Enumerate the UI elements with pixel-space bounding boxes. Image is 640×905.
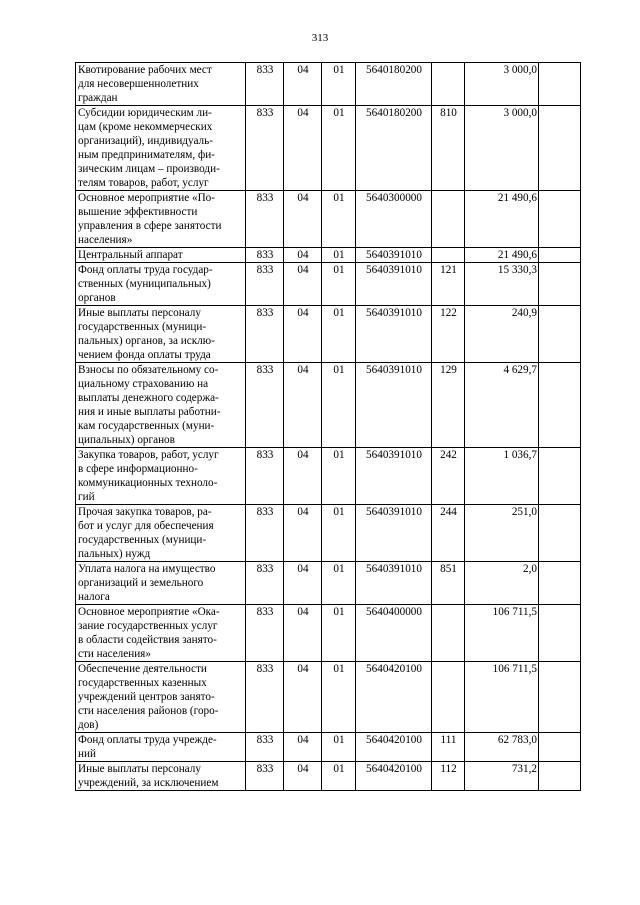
row-csr-cell: 5640391010 [356, 248, 432, 263]
row-name-cell [76, 263, 246, 306]
row-sum-cell: 3 000,0 [465, 106, 539, 191]
row-name-text: Центральный аппарат [78, 249, 183, 261]
row-empty-cell [539, 191, 581, 248]
table-row [76, 762, 581, 791]
row-ved-cell: 833 [246, 63, 284, 106]
table-row [76, 306, 581, 363]
row-rz-cell: 04 [284, 762, 322, 791]
row-name-cell [76, 562, 246, 605]
row-csr-cell: 5640391010 [356, 263, 432, 306]
row-name-text: Обеспечение деятельности государственных казенных учреждений центров занято- сти населения районов (горо- дов) [78, 663, 219, 731]
row-csr-cell: 5640391010 [356, 562, 432, 605]
table-row [76, 505, 581, 562]
table-row [76, 733, 581, 762]
row-empty-cell [539, 106, 581, 191]
row-vr-cell [432, 662, 465, 733]
row-rz-cell: 04 [284, 248, 322, 263]
row-pr-cell: 01 [322, 106, 356, 191]
budget-table [75, 62, 581, 791]
row-name-text: Фонд оплаты труда учрежде- ний [78, 734, 217, 760]
page-number: 313 [311, 32, 329, 44]
row-name-cell [76, 762, 246, 791]
row-empty-cell [539, 562, 581, 605]
table-row [76, 605, 581, 662]
table-row [76, 263, 581, 306]
row-empty-cell [539, 762, 581, 791]
row-sum-cell: 240,9 [465, 306, 539, 363]
row-csr-cell: 5640180200 [356, 63, 432, 106]
row-name-cell [76, 363, 246, 448]
row-vr-cell [432, 605, 465, 662]
row-name-cell [76, 248, 246, 263]
row-csr-cell: 5640400000 [356, 605, 432, 662]
row-pr-cell: 01 [322, 562, 356, 605]
row-vr-cell [432, 191, 465, 248]
row-empty-cell [539, 505, 581, 562]
row-rz-cell: 04 [284, 733, 322, 762]
row-empty-cell [539, 605, 581, 662]
row-pr-cell: 01 [322, 248, 356, 263]
row-rz-cell: 04 [284, 448, 322, 505]
row-sum-cell: 2,0 [465, 562, 539, 605]
row-name-text: Взносы по обязательному со- циальному страхованию на выплаты денежного содержа- ния и иные выплаты работни- кам государственных (муни- ципальных) органов [78, 364, 221, 446]
row-name-text: Иные выплаты персоналу государственных (муници- пальных) органов, за исклю- чением фонда оплаты труда [78, 307, 215, 361]
row-vr-cell: 851 [432, 562, 465, 605]
row-pr-cell: 01 [322, 63, 356, 106]
row-vr-cell: 122 [432, 306, 465, 363]
row-name-text: Квотирование рабочих мест для несовершеннолетних граждан [78, 64, 212, 104]
table-row [76, 106, 581, 191]
table-row [76, 248, 581, 263]
row-empty-cell [539, 733, 581, 762]
row-sum-cell: 1 036,7 [465, 448, 539, 505]
table-row [76, 63, 581, 106]
row-pr-cell: 01 [322, 191, 356, 248]
row-empty-cell [539, 263, 581, 306]
row-pr-cell: 01 [322, 448, 356, 505]
row-csr-cell: 5640420100 [356, 762, 432, 791]
row-ved-cell: 833 [246, 562, 284, 605]
table-row [76, 448, 581, 505]
row-pr-cell: 01 [322, 605, 356, 662]
row-empty-cell [539, 363, 581, 448]
row-name-text: Иные выплаты персоналу учреждений, за исключением [78, 763, 219, 789]
row-pr-cell: 01 [322, 306, 356, 363]
row-csr-cell: 5640391010 [356, 363, 432, 448]
row-pr-cell: 01 [322, 762, 356, 791]
row-ved-cell: 833 [246, 505, 284, 562]
row-vr-cell [432, 248, 465, 263]
row-sum-cell: 62 783,0 [465, 733, 539, 762]
table-row [76, 562, 581, 605]
row-ved-cell: 833 [246, 363, 284, 448]
row-csr-cell: 5640391010 [356, 505, 432, 562]
row-empty-cell [539, 248, 581, 263]
row-name-text: Закупка товаров, работ, услуг в сфере информационно- коммуникационных техноло- гий [78, 449, 219, 503]
row-sum-cell: 731,2 [465, 762, 539, 791]
row-name-cell [76, 605, 246, 662]
row-ved-cell: 833 [246, 248, 284, 263]
row-ved-cell: 833 [246, 605, 284, 662]
row-rz-cell: 04 [284, 363, 322, 448]
row-ved-cell: 833 [246, 263, 284, 306]
row-sum-cell: 251,0 [465, 505, 539, 562]
row-empty-cell [539, 662, 581, 733]
row-csr-cell: 5640420100 [356, 662, 432, 733]
row-rz-cell: 04 [284, 562, 322, 605]
row-empty-cell [539, 448, 581, 505]
row-pr-cell: 01 [322, 363, 356, 448]
row-ved-cell: 833 [246, 191, 284, 248]
row-empty-cell [539, 63, 581, 106]
row-rz-cell: 04 [284, 63, 322, 106]
row-rz-cell: 04 [284, 106, 322, 191]
row-vr-cell [432, 63, 465, 106]
row-pr-cell: 01 [322, 733, 356, 762]
row-name-cell [76, 63, 246, 106]
row-sum-cell: 4 629,7 [465, 363, 539, 448]
table-row [76, 363, 581, 448]
row-name-cell [76, 733, 246, 762]
row-name-cell [76, 505, 246, 562]
row-pr-cell: 01 [322, 263, 356, 306]
row-sum-cell: 15 330,3 [465, 263, 539, 306]
row-ved-cell: 833 [246, 733, 284, 762]
row-csr-cell: 5640391010 [356, 448, 432, 505]
row-ved-cell: 833 [246, 762, 284, 791]
row-name-text: Основное мероприятие «Ока- зание государственных услуг в области содействия занято- сти населения» [78, 606, 220, 660]
row-csr-cell: 5640180200 [356, 106, 432, 191]
row-name-text: Прочая закупка товаров, ра- бот и услуг для обеспечения государственных (муници- пальных) нужд [78, 506, 214, 560]
row-name-cell [76, 191, 246, 248]
row-name-text: Субсидии юридическим ли- цам (кроме некоммерческих организаций), индивидуаль- ным предпринимателям, фи- зическим лицам – производи- телям товаров, работ, услуг [78, 107, 220, 189]
row-ved-cell: 833 [246, 306, 284, 363]
row-sum-cell: 106 711,5 [465, 662, 539, 733]
row-rz-cell: 04 [284, 605, 322, 662]
table-row [76, 191, 581, 248]
row-name-text: Основное мероприятие «По- вышение эффективности управления в сфере занятости населения» [78, 192, 222, 246]
row-name-text: Фонд оплаты труда государ- ственных (муниципальных) органов [78, 264, 213, 304]
row-csr-cell: 5640300000 [356, 191, 432, 248]
row-rz-cell: 04 [284, 662, 322, 733]
row-ved-cell: 833 [246, 448, 284, 505]
row-sum-cell: 3 000,0 [465, 63, 539, 106]
row-ved-cell: 833 [246, 106, 284, 191]
row-empty-cell [539, 306, 581, 363]
row-vr-cell: 810 [432, 106, 465, 191]
row-rz-cell: 04 [284, 505, 322, 562]
row-sum-cell: 21 490,6 [465, 191, 539, 248]
row-pr-cell: 01 [322, 505, 356, 562]
row-vr-cell: 112 [432, 762, 465, 791]
row-name-cell [76, 448, 246, 505]
row-sum-cell: 106 711,5 [465, 605, 539, 662]
row-vr-cell: 121 [432, 263, 465, 306]
table-row [76, 662, 581, 733]
row-vr-cell: 242 [432, 448, 465, 505]
row-ved-cell: 833 [246, 662, 284, 733]
row-rz-cell: 04 [284, 263, 322, 306]
row-name-cell [76, 662, 246, 733]
row-csr-cell: 5640420100 [356, 733, 432, 762]
row-name-cell [76, 106, 246, 191]
row-name-cell [76, 306, 246, 363]
row-rz-cell: 04 [284, 191, 322, 248]
row-name-text: Уплата налога на имущество организаций и земельного налога [78, 563, 216, 603]
row-vr-cell: 111 [432, 733, 465, 762]
row-csr-cell: 5640391010 [356, 306, 432, 363]
row-vr-cell: 129 [432, 363, 465, 448]
row-vr-cell: 244 [432, 505, 465, 562]
row-rz-cell: 04 [284, 306, 322, 363]
row-pr-cell: 01 [322, 662, 356, 733]
budget-table-body [76, 63, 581, 791]
row-sum-cell: 21 490,6 [465, 248, 539, 263]
